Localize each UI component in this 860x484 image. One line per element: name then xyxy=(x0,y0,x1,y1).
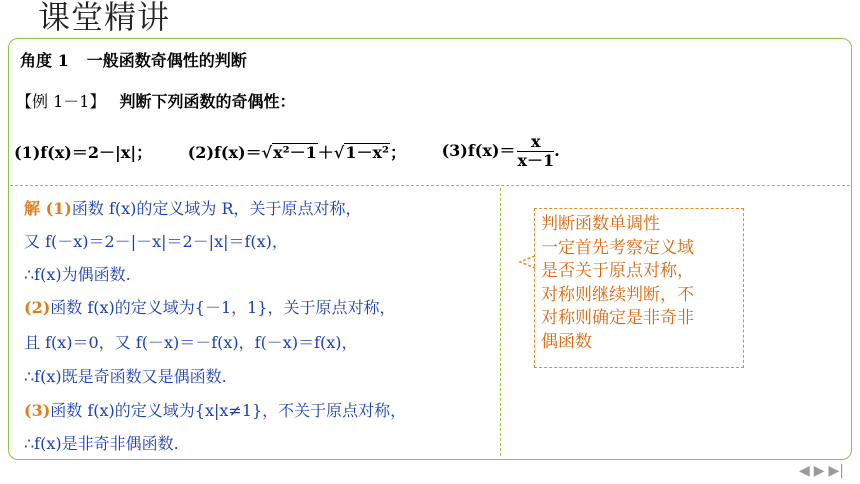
topic-label: 一般函数奇偶性的判断 xyxy=(86,51,247,70)
sqrt-term-1: x²－1 xyxy=(273,143,317,162)
example-line xyxy=(16,89,295,112)
solution-line xyxy=(24,398,406,421)
next-slide-icon[interactable]: ▶ xyxy=(813,463,825,479)
example-question: 判断下列函数的奇偶性： xyxy=(119,92,296,111)
note-line: 判断函数单调性 xyxy=(541,214,660,234)
horizontal-divider xyxy=(10,185,850,186)
prev-slide-icon[interactable]: ◀ xyxy=(798,463,810,479)
slide-navigation xyxy=(799,464,844,478)
note-line: 对称则继续判断，不 xyxy=(541,284,694,305)
note-line: 偶函数 xyxy=(541,331,592,352)
solution-line xyxy=(24,330,358,353)
solution-line xyxy=(24,196,362,219)
solution-label: (2) xyxy=(24,298,51,317)
solution-text: ∴f(x)是非奇非偶函数. xyxy=(24,434,179,453)
solution-text: 函数 f(x)的定义域为 R，关于原点对称， xyxy=(71,199,362,218)
angle-label: 角度 1 xyxy=(20,51,69,70)
formula-2-suffix: ； xyxy=(390,143,407,162)
fraction xyxy=(517,133,554,170)
solution-text: 函数 f(x)的定义域为{－1，1}，关于原点对称， xyxy=(50,298,396,317)
fraction-denominator: x－1 xyxy=(517,151,555,170)
note-line: 是否关于原点对称， xyxy=(541,261,694,281)
fraction-numerator: x xyxy=(517,133,554,152)
formula-3-suffix: . xyxy=(554,141,560,160)
example-number: 【例 1－1】 xyxy=(16,92,106,111)
formula-3-prefix: (3)f(x)＝ xyxy=(441,141,516,160)
formula-3 xyxy=(442,133,560,170)
solution-label: 解 (1) xyxy=(24,199,72,218)
formula-1: (1)f(x)＝2－|x|； xyxy=(14,143,153,162)
annotation-callout xyxy=(534,208,744,368)
solution-text: ∴f(x)为偶函数. xyxy=(24,265,131,284)
solution-text: 又 f(－x)＝2－|－x|＝2－|x|＝f(x)， xyxy=(24,232,288,251)
solution-text: 且 f(x)＝0，又 f(－x)＝－f(x)，f(－x)＝f(x)， xyxy=(24,333,358,352)
note-line: 对称则确定是非奇非 xyxy=(541,308,694,328)
section-header xyxy=(20,48,247,71)
plus-sign: ＋ xyxy=(317,143,334,162)
solution-text: ∴f(x)既是奇函数又是偶函数. xyxy=(24,367,227,386)
solution-text: 函数 f(x)的定义域为{x|x≠1}，不关于原点对称， xyxy=(50,401,407,420)
formula-2: (2)f(x)＝√x²－1＋√1－x²； xyxy=(187,143,407,162)
solution-line xyxy=(24,295,396,318)
solution-line xyxy=(24,431,179,454)
solution-line xyxy=(24,364,227,387)
solution-line xyxy=(24,229,288,252)
note-line: 一定首先考察定义域 xyxy=(541,237,694,258)
slide-title: 课堂精讲 xyxy=(38,0,171,36)
solution-label: (3) xyxy=(24,401,51,420)
vertical-divider xyxy=(500,188,501,456)
solution-line xyxy=(24,262,131,285)
formula-2-prefix: (2)f(x)＝ xyxy=(187,143,262,162)
last-slide-icon[interactable]: ▶| xyxy=(828,463,844,479)
sqrt-term-2: 1－x² xyxy=(345,143,389,162)
formula-line xyxy=(14,133,590,170)
